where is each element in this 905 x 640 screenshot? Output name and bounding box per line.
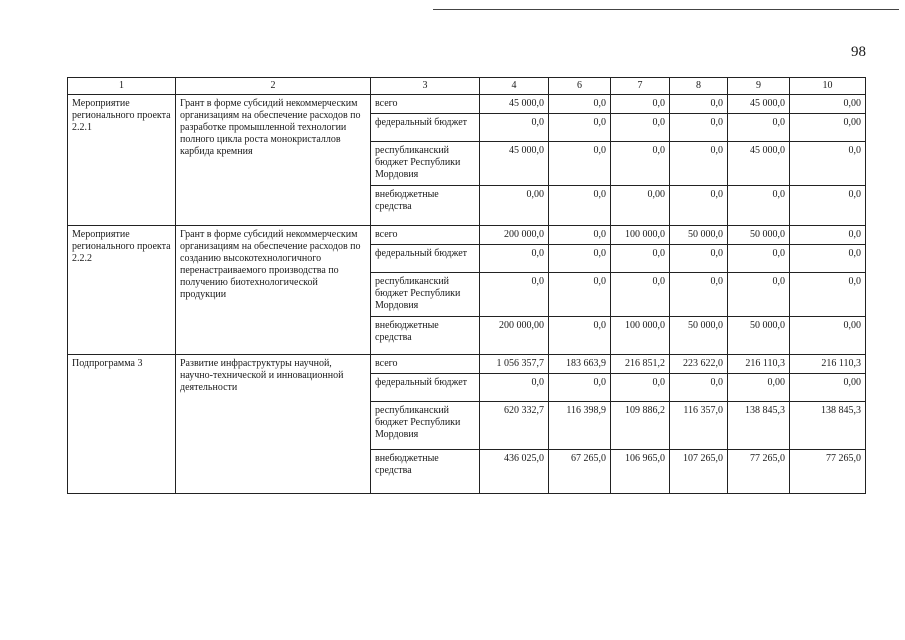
table-row: [68, 355, 866, 374]
amount-cell: 0,0: [611, 95, 670, 114]
amount-cell: 77 265,0: [728, 450, 790, 494]
amount-cell: 106 965,0: [611, 450, 670, 494]
amount-cell: 0,0: [549, 226, 611, 245]
amount-cell: 1 056 357,7: [480, 355, 549, 374]
amount-cell: 0,0: [670, 273, 728, 317]
item-name-cell: Мероприятие регионального проекта 2.2.2: [68, 226, 176, 355]
amount-cell: 138 845,3: [790, 402, 866, 450]
amount-cell: 0,0: [549, 142, 611, 186]
item-description-cell: Грант в форме субсидий некоммерческим организациям на обеспечение расходов по разработке промышленной технологии полного цикла роста монокристаллов карбида кремния: [176, 95, 371, 226]
item-name-cell: Мероприятие регионального проекта 2.2.1: [68, 95, 176, 226]
amount-cell: 0,0: [790, 226, 866, 245]
amount-cell: 0,0: [611, 374, 670, 402]
amount-cell: 0,0: [728, 186, 790, 226]
amount-cell: 0,0: [480, 273, 549, 317]
amount-cell: 0,0: [480, 374, 549, 402]
amount-cell: 0,0: [549, 114, 611, 142]
amount-cell: 216 110,3: [728, 355, 790, 374]
amount-cell: 0,00: [728, 374, 790, 402]
column-header: 2: [176, 78, 371, 95]
item-name-cell: Подпрограмма 3: [68, 355, 176, 494]
amount-cell: 100 000,0: [611, 226, 670, 245]
amount-cell: 0,00: [790, 374, 866, 402]
column-header: 8: [670, 78, 728, 95]
column-header: 9: [728, 78, 790, 95]
column-header: 6: [549, 78, 611, 95]
amount-cell: 45 000,0: [728, 95, 790, 114]
funding-source-cell: федеральный бюджет: [371, 374, 480, 402]
amount-cell: 0,0: [670, 374, 728, 402]
amount-cell: 0,0: [790, 245, 866, 273]
amount-cell: 0,0: [549, 245, 611, 273]
amount-cell: 109 886,2: [611, 402, 670, 450]
table-row: [68, 95, 866, 114]
amount-cell: 0,00: [790, 114, 866, 142]
amount-cell: 0,0: [480, 114, 549, 142]
amount-cell: 200 000,00: [480, 317, 549, 355]
funding-source-cell: федеральный бюджет: [371, 245, 480, 273]
amount-cell: 0,0: [549, 374, 611, 402]
amount-cell: 0,0: [611, 245, 670, 273]
amount-cell: 0,0: [611, 142, 670, 186]
amount-cell: 0,0: [670, 114, 728, 142]
funding-source-cell: внебюджетные средства: [371, 450, 480, 494]
funding-source-cell: всего: [371, 355, 480, 374]
top-rule: [433, 9, 899, 10]
amount-cell: 0,0: [549, 95, 611, 114]
amount-cell: 0,0: [790, 186, 866, 226]
amount-cell: 50 000,0: [670, 226, 728, 245]
amount-cell: 0,0: [670, 245, 728, 273]
amount-cell: 216 110,3: [790, 355, 866, 374]
amount-cell: 45 000,0: [480, 142, 549, 186]
amount-cell: 0,00: [790, 317, 866, 355]
amount-cell: 0,0: [728, 114, 790, 142]
amount-cell: 436 025,0: [480, 450, 549, 494]
amount-cell: 67 265,0: [549, 450, 611, 494]
amount-cell: 0,0: [611, 273, 670, 317]
amount-cell: 0,0: [480, 245, 549, 273]
amount-cell: 100 000,0: [611, 317, 670, 355]
amount-cell: 620 332,7: [480, 402, 549, 450]
amount-cell: 0,0: [670, 142, 728, 186]
column-header: 10: [790, 78, 866, 95]
amount-cell: 45 000,0: [728, 142, 790, 186]
amount-cell: 0,0: [549, 317, 611, 355]
amount-cell: 107 265,0: [670, 450, 728, 494]
amount-cell: 116 398,9: [549, 402, 611, 450]
item-description-cell: Грант в форме субсидий некоммерческим организациям на обеспечение расходов по созданию высокотехнологичного перенастраиваемого производства по получению биотехнологической продукции: [176, 226, 371, 355]
column-header: 1: [68, 78, 176, 95]
funding-source-cell: республиканский бюджет Республики Мордовия: [371, 402, 480, 450]
page-number: 98: [851, 44, 866, 60]
amount-cell: 116 357,0: [670, 402, 728, 450]
amount-cell: 45 000,0: [480, 95, 549, 114]
amount-cell: 216 851,2: [611, 355, 670, 374]
amount-cell: 0,0: [728, 245, 790, 273]
amount-cell: 50 000,0: [670, 317, 728, 355]
table-row: [68, 226, 866, 245]
amount-cell: 223 622,0: [670, 355, 728, 374]
amount-cell: 0,00: [790, 95, 866, 114]
amount-cell: 0,0: [611, 114, 670, 142]
amount-cell: 77 265,0: [790, 450, 866, 494]
funding-source-cell: федеральный бюджет: [371, 114, 480, 142]
column-header: 4: [480, 78, 549, 95]
amount-cell: 50 000,0: [728, 317, 790, 355]
amount-cell: 0,0: [549, 273, 611, 317]
amount-cell: 0,0: [728, 273, 790, 317]
amount-cell: 0,00: [611, 186, 670, 226]
header-row: [68, 78, 866, 95]
amount-cell: 0,0: [790, 142, 866, 186]
budget-table: [67, 77, 866, 494]
amount-cell: 50 000,0: [728, 226, 790, 245]
amount-cell: 200 000,0: [480, 226, 549, 245]
item-description-cell: Развитие инфраструктуры научной, научно-технической и инновационной деятельности: [176, 355, 371, 494]
funding-source-cell: внебюджетные средства: [371, 317, 480, 355]
amount-cell: 183 663,9: [549, 355, 611, 374]
column-header: 7: [611, 78, 670, 95]
column-header: 3: [371, 78, 480, 95]
amount-cell: 0,0: [670, 186, 728, 226]
funding-source-cell: республиканский бюджет Республики Мордовия: [371, 273, 480, 317]
amount-cell: 0,00: [480, 186, 549, 226]
amount-cell: 138 845,3: [728, 402, 790, 450]
funding-source-cell: всего: [371, 226, 480, 245]
funding-source-cell: всего: [371, 95, 480, 114]
amount-cell: 0,0: [790, 273, 866, 317]
amount-cell: 0,0: [670, 95, 728, 114]
funding-source-cell: республиканский бюджет Республики Мордовия: [371, 142, 480, 186]
funding-source-cell: внебюджетные средства: [371, 186, 480, 226]
amount-cell: 0,0: [549, 186, 611, 226]
